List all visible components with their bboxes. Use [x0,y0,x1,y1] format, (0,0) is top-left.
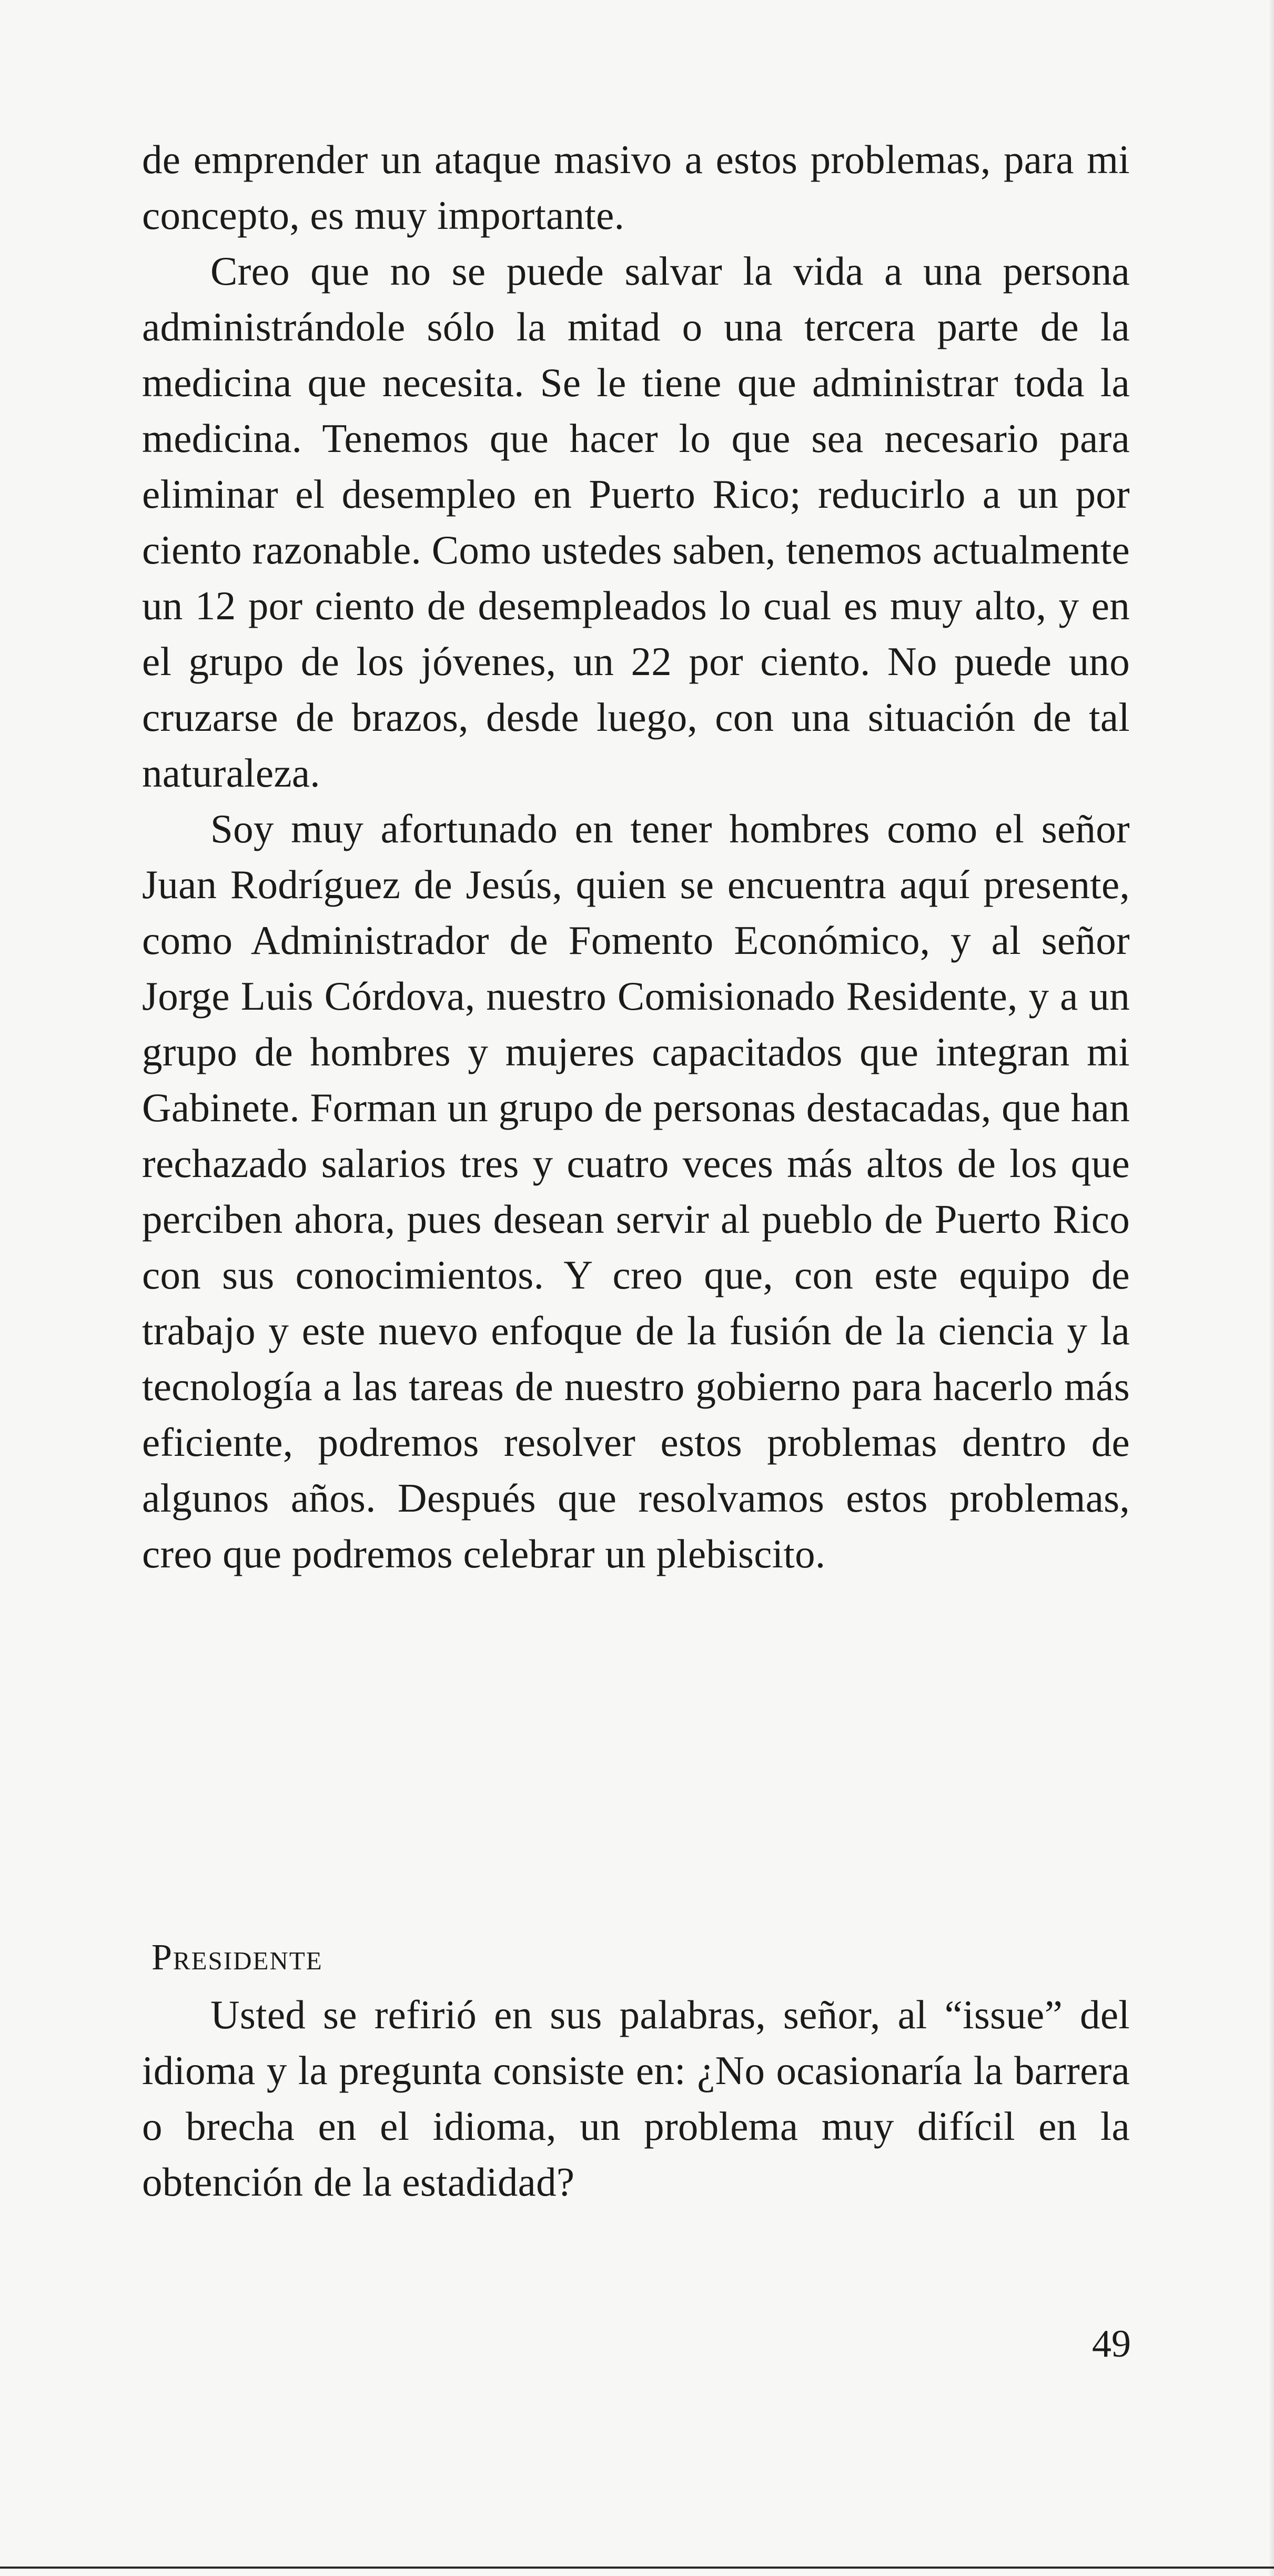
paragraph-gabinete: Soy muy afortunado en tener hombres como el señor Juan Rodríguez de Jesús, quien se encuentra aquí presente, como Administrador de Fomento Económico, y al señor Jorge Luis Córdova, nuestro Comisionado Residente, y a un grupo de hombres y mujeres capacitados que integran mi Gabinete. Forman un grupo de personas destacadas, que han rechazado salarios tres y cuatro veces más altos de los que perciben ahora, pues desean servir al pueblo de Puerto Rico con sus conocimientos. Y creo que, con este equipo de trabajo y este nuevo enfoque de la fusión de la ciencia y la tecnología a las tareas de nuestro gobierno para hacerlo más eficiente, podremos resolver estos problemas dentro de algunos años. Después que resolvamos estos problemas, creo que podremos celebrar un plebiscito. [142,806,1130,1576]
paragraph-medicina: Creo que no se puede salvar la vida a una persona administrándole sólo la mitad o una tercera parte de la medicina que necesita. Se le tiene que administrar toda la medicina. Tenemos que hacer lo que sea necesario para eliminar el desempleo en Puerto Rico; reducirlo a un por ciento razonable. Como ustedes saben, tenemos actualmente un 12 por ciento de desempleados lo cual es muy alto, y en el grupo de los jóvenes, un 22 por ciento. No puede uno cruzarse de brazos, desde luego, con una situación de tal naturaleza. [142,248,1130,796]
paragraph-continuation: de emprender un ataque masivo a estos problemas, para mi concepto, es muy importante. [142,137,1130,238]
page-number: 49 [1092,2322,1131,2366]
page-edge-rule [0,2567,1274,2569]
speaker-label: Presidente [151,1937,323,1978]
question-section [142,1987,1130,2210]
page-edge-shadow [1269,0,1274,2576]
paragraph-question: Usted se refirió en sus palabras, señor, al “issue” del idioma y la pregunta consiste en: ¿No ocasionaría la barrera o brecha en el idioma, un problema muy difícil en la obtención de la estadidad? [142,1992,1130,2205]
body-text-section [142,132,1130,1582]
